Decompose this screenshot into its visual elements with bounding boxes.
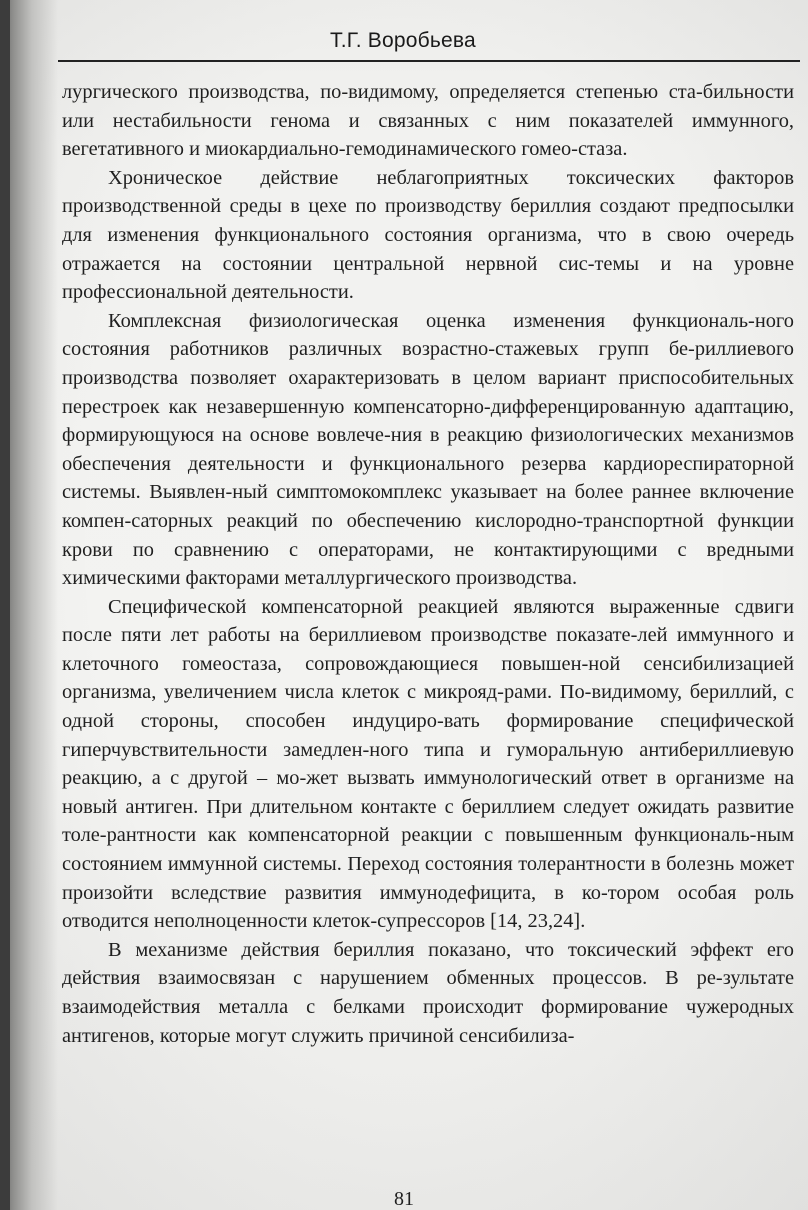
scan-edge <box>0 0 10 1210</box>
header-author: Т.Г. Воробьева <box>330 29 476 52</box>
header-rule <box>58 60 800 62</box>
paragraph: Хроническое действие неблагоприятных токсических факторов производственной среды в цехе по производству бериллия создают предпосылки для изменения функционального состояния организма, что в свою очередь отражается на состоянии центральной нервной сис-темы и на уровне профессиональной деятельности. <box>62 166 794 304</box>
body-text <box>62 78 794 1050</box>
paragraph: В механизме действия бериллия показано, что токсический эффект его действия взаимосвязан с нарушением обменных процессов. В ре-зультате взаимодействия металла с белками происходит формирование чужеродных антигенов, которые могут служить причиной сенсибилиза- <box>62 938 794 1047</box>
paragraph: Специфической компенсаторной реакцией являются выраженные сдвиги после пяти лет работы на бериллиевом производстве показате-лей иммунного и клеточного гомеостаза, сопровождающиеся повышен-ной сенсибилизацией организма, увеличением числа клеток с микрояд-рами. По-видимому, бериллий, с одной стороны, способен индуциро-вать формирование специфической гиперчувствительности замедлен-ного типа и гуморальную антибериллиевую реакцию, а с другой – мо-жет вызвать иммунологический ответ в организме на новый антиген. При длительном контакте с бериллием следует ожидать развитие толе-рантности как компенсаторной реакции с повышенным функциональ-ным состоянием иммунной системы. Переход состояния толерантности в болезнь может произойти вследствие развития иммунодефицита, в ко-тором особая роль отводится неполноценности клеток-супрессоров [14, 23,24]. <box>62 595 794 933</box>
paragraph: Комплексная физиологическая оценка изменения функциональ-ного состояния работников различных возрастно-стажевых групп бе-риллиевого производства позволяет охарактеризовать в целом вариант приспособительных перестроек как незавершенную компенсаторно-дифференцированную адаптацию, формирующуюся на основе вовлече-ния в реакцию физиологических механизмов обеспечения деятельности и функционального резерва кардиореспираторной системы. Выявлен-ный симптомокомплекс указывает на более раннее включение компен-саторных реакций по обеспечению кислородно-транспортной функции крови по сравнению с операторами, не контактирующими с вредными химическими факторами металлургического производства. <box>62 309 794 590</box>
running-header <box>60 22 800 58</box>
paragraph: лургического производства, по-видимому, определяется степенью ста-бильности или нестабильности генома и связанных с ним показателей иммунного, вегетативного и миокардиально-гемодинамического гомео-стаза. <box>62 81 794 161</box>
page-number: 81 <box>394 1188 414 1210</box>
